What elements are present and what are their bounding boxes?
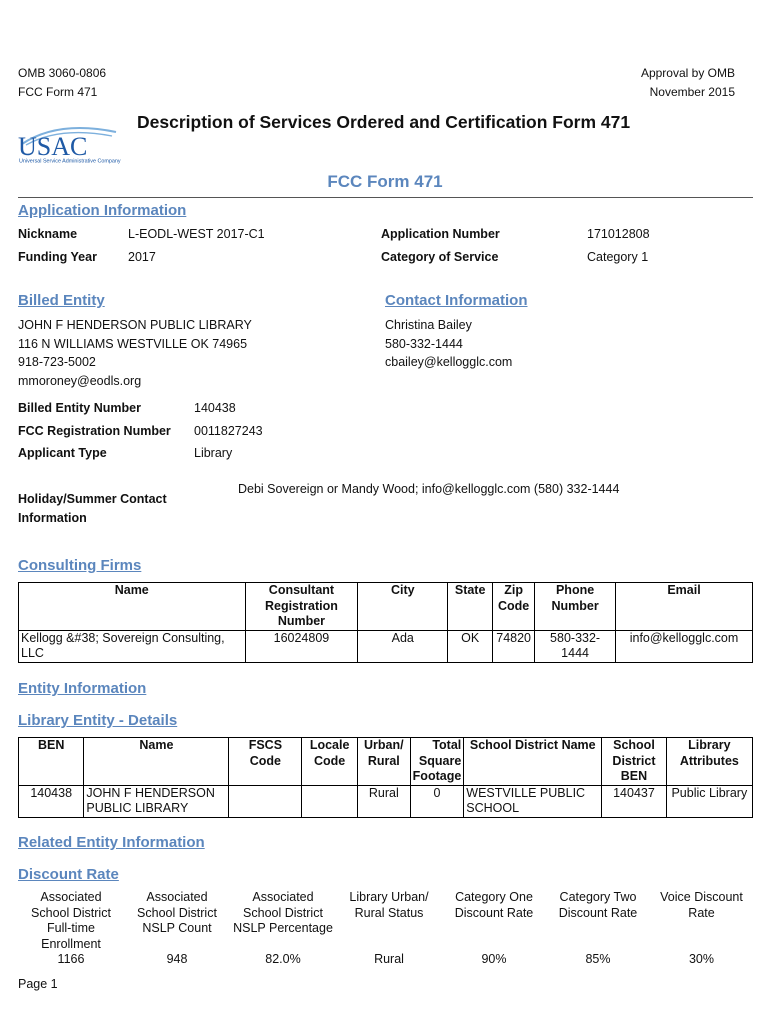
nickname-value: L-EODL-WEST 2017-C1	[128, 227, 265, 241]
usac-logo	[18, 124, 133, 164]
cell-state: OK	[448, 630, 493, 662]
table-header-row	[19, 583, 753, 631]
approval-text: Approval by OMB	[640, 66, 735, 80]
cell-enrollment: 1166	[57, 952, 85, 966]
billed-entity-email: mmoroney@eodls.org	[18, 373, 142, 388]
svg-text:USAC: USAC	[18, 132, 88, 161]
col-header-name: Name	[84, 738, 229, 786]
cell-school-district-ben: 140437	[602, 785, 666, 817]
applicant-type-label: Applicant Type	[18, 446, 107, 460]
contact-phone: 580-332-1444	[385, 336, 463, 351]
cell-library-attributes: Public Library	[666, 785, 752, 817]
related-entity-heading: Related Entity Information	[18, 834, 205, 851]
billed-entity-address-block	[18, 316, 252, 390]
cell-nslp-count: 948	[166, 952, 188, 966]
cell-category-one: 90%	[481, 952, 507, 966]
holiday-label-line-1: Holiday/Summer Contact	[18, 492, 167, 506]
ben-value: 140438	[194, 401, 236, 415]
category-label: Category of Service	[381, 250, 499, 264]
application-info-heading: Application Information	[18, 202, 187, 219]
library-details-heading: Library Entity - Details	[18, 712, 178, 729]
table-header-row	[19, 738, 753, 786]
cell-square-footage: 0	[410, 785, 464, 817]
cell-urban-rural-status: Rural	[374, 952, 404, 966]
form-title: Description of Services Ordered and Certification Form 471	[137, 112, 631, 132]
cell-entity-name: JOHN F HENDERSON PUBLIC LIBRARY	[84, 785, 229, 817]
svg-text:Universal Service Administrati: Universal Service Administrative Company	[19, 158, 121, 164]
billed-entity-phone: 918-723-5002	[18, 355, 96, 369]
table-header-row	[18, 890, 753, 952]
col-header-school-district-ben: School District BEN	[602, 738, 666, 786]
cell-firm-name: Kellogg &#38; Sovereign Consulting, LLC	[19, 630, 246, 662]
col-header-square-footage: Total Square Footage	[410, 738, 464, 786]
app-number-value: 171012808	[587, 227, 650, 241]
contact-email: cbailey@kellogglc.com	[385, 355, 513, 369]
cell-urban-rural: Rural	[357, 785, 410, 817]
omb-number: OMB 3060-0806	[18, 66, 107, 80]
col-header-registration: Consultant Registration Number	[245, 583, 358, 631]
cell-email: info@kellogglc.com	[616, 630, 753, 662]
ben-label: Billed Entity Number	[18, 401, 141, 415]
contact-info-heading: Contact Information	[385, 292, 528, 309]
contact-name: Christina Bailey	[385, 318, 472, 332]
col-header-voice: Voice Discount Rate	[660, 890, 743, 920]
form-subtitle: FCC Form 471	[327, 172, 443, 191]
category-value: Category 1	[587, 250, 649, 264]
discount-rate-heading: Discount Rate	[18, 866, 119, 883]
contact-block	[385, 316, 512, 372]
cell-nslp-percentage: 82.0%	[265, 952, 301, 966]
col-header-category-one: Category One Discount Rate	[454, 890, 534, 920]
page-number: Page 1	[18, 977, 58, 991]
entity-info-heading: Entity Information	[18, 680, 147, 697]
table-row	[19, 785, 753, 817]
library-entity-table	[18, 737, 753, 818]
consulting-firms-table	[18, 582, 753, 663]
col-header-city: City	[358, 583, 448, 631]
col-header-library-attributes: Library Attributes	[666, 738, 752, 786]
fcc-reg-value: 0011827243	[194, 424, 263, 438]
nickname-label: Nickname	[18, 227, 78, 241]
col-header-email: Email	[616, 583, 753, 631]
cell-city: Ada	[358, 630, 448, 662]
cell-registration: 16024809	[245, 630, 358, 662]
col-header-school-district: School District Name	[464, 738, 602, 786]
cell-school-district: WESTVILLE PUBLIC SCHOOL	[464, 785, 602, 817]
col-header-nslp-count: Associated School District NSLP Count	[137, 890, 217, 935]
form-number: FCC Form 471	[18, 85, 98, 99]
header-divider	[18, 197, 753, 198]
cell-locale	[302, 785, 358, 817]
col-header-urban-rural: Urban/ Rural	[357, 738, 410, 786]
header-left	[18, 64, 106, 102]
col-header-enrollment: Associated School District Full-time Enrollment	[31, 890, 111, 951]
holiday-contact-value: Debi Sovereign or Mandy Wood; info@kellogglc.com (580) 332-1444	[238, 482, 620, 496]
discount-rate-table	[18, 890, 753, 968]
billed-entity-name: JOHN F HENDERSON PUBLIC LIBRARY	[18, 318, 252, 332]
col-header-urban-rural-status: Library Urban/ Rural Status	[349, 890, 429, 920]
col-header-locale: Locale Code	[302, 738, 358, 786]
billed-entity-heading: Billed Entity	[18, 292, 105, 309]
holiday-contact-label	[18, 490, 167, 527]
cell-voice: 30%	[688, 952, 715, 966]
cell-zip: 74820	[493, 630, 535, 662]
table-row	[19, 630, 753, 662]
app-number-label: Application Number	[381, 227, 500, 241]
cell-ben: 140438	[19, 785, 84, 817]
holiday-label-line-2: Information	[18, 510, 87, 525]
cell-category-two: 85%	[585, 952, 611, 966]
fcc-reg-label: FCC Registration Number	[18, 424, 171, 438]
col-header-ben: BEN	[19, 738, 84, 786]
funding-year-label: Funding Year	[18, 250, 97, 264]
applicant-type-value: Library	[194, 446, 233, 460]
consulting-firms-heading: Consulting Firms	[18, 557, 142, 574]
billed-entity-address: 116 N WILLIAMS WESTVILLE OK 74965	[18, 336, 248, 351]
col-header-name: Name	[19, 583, 246, 631]
col-header-zip: Zip Code	[493, 583, 535, 631]
funding-year-value: 2017	[128, 250, 156, 264]
header-right	[641, 64, 735, 102]
col-header-nslp-percentage: Associated School District NSLP Percentage	[233, 890, 333, 935]
col-header-category-two: Category Two Discount Rate	[558, 890, 638, 920]
table-row	[18, 952, 753, 968]
col-header-state: State	[448, 583, 493, 631]
cell-phone: 580-332-1444	[535, 630, 616, 662]
col-header-fscs: FSCS Code	[229, 738, 302, 786]
approval-date: November 2015	[649, 85, 735, 99]
col-header-phone: Phone Number	[535, 583, 616, 631]
cell-fscs	[229, 785, 302, 817]
